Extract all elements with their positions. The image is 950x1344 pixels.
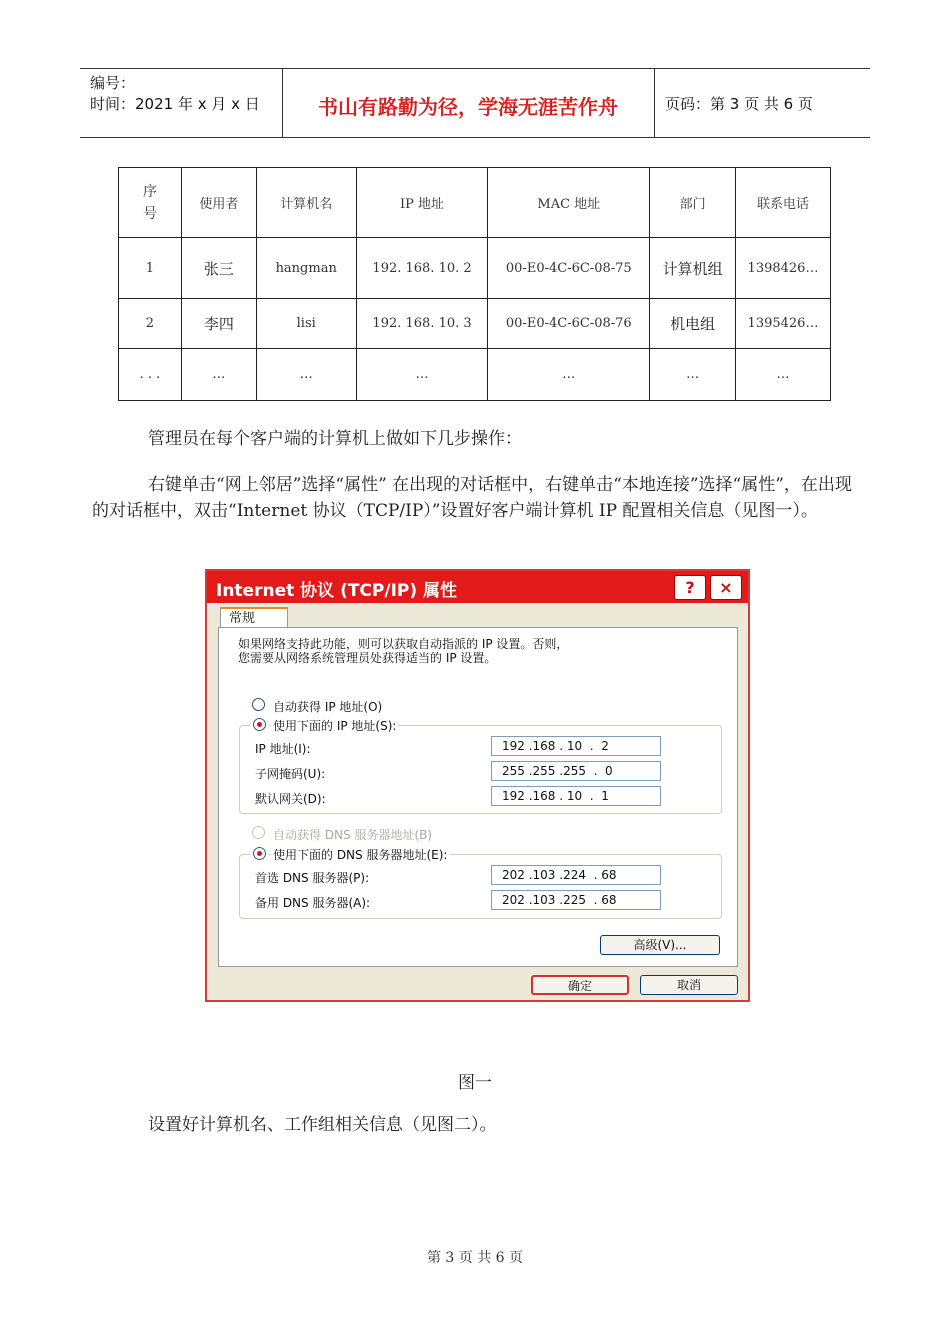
paragraph-computer-name: 设置好计算机名、工作组相关信息（见图二）。 [148, 1115, 497, 1135]
subnet-mask-field[interactable]: 255 .255 .255 . 0 [491, 761, 661, 781]
auto-ip-label: 自动获得 IP 地址(O) [273, 700, 383, 714]
preferred-dns-field[interactable]: 202 .103 .224 . 68 [491, 865, 661, 885]
table-cell: 1395426… [736, 299, 831, 349]
tab-general[interactable]: 常规 [220, 607, 288, 628]
header-cell: MAC 地址 [488, 168, 650, 238]
header-meta-cell [80, 69, 283, 137]
user-table [118, 167, 831, 401]
header-page-cell [655, 69, 870, 137]
table-cell: hangman [256, 238, 356, 299]
page-header [80, 68, 870, 138]
table-cell: … [736, 349, 831, 401]
table-cell: 李四 [181, 299, 256, 349]
paragraph-steps: 右键单击“网上邻居”选择“属性” 在出现的对话框中，右键单击“本地连接”选择“属性”，在出现的对话框中，双击“Internet 协议（TCP/IP）”设置好客户端计算机 IP 配置相关信息（见图一）。 [92, 475, 852, 521]
page-footer: 第 3 页 共 6 页 [426, 1250, 524, 1266]
table-cell: … [650, 349, 736, 401]
table-cell: 计算机组 [650, 238, 736, 299]
table-cell: 张三 [181, 238, 256, 299]
table-cell: … [356, 349, 488, 401]
table-header-row [119, 168, 831, 238]
paragraph-intro: 管理员在每个客户端的计算机上做如下几步操作： [148, 429, 522, 449]
general-panel [218, 627, 738, 967]
auto-ip-radio[interactable] [252, 698, 265, 711]
table-cell: … [181, 349, 256, 401]
header-cell: 联系电话 [736, 168, 831, 238]
table-row [119, 349, 831, 401]
header-cell: IP 地址 [356, 168, 488, 238]
alternate-dns-field[interactable]: 202 .103 .225 . 68 [491, 890, 661, 910]
table-cell: … [488, 349, 650, 401]
use-ip-label: 使用下面的 IP 地址(S): [273, 719, 397, 733]
header-cell: 序 号 [119, 168, 182, 238]
header-cell: 使用者 [181, 168, 256, 238]
cancel-button[interactable]: 取消 [640, 975, 738, 995]
table-cell: 2 [119, 299, 182, 349]
subnet-mask-label: 子网掩码(U): [255, 767, 326, 781]
gateway-label: 默认网关(D): [255, 792, 326, 806]
use-dns-label: 使用下面的 DNS 服务器地址(E): [273, 848, 448, 862]
preferred-dns-label: 首选 DNS 服务器(P): [255, 871, 370, 885]
ip-address-label: IP 地址(I): [255, 742, 311, 756]
gateway-field[interactable]: 192 .168 . 10 . 1 [491, 786, 661, 806]
use-ip-radio[interactable] [253, 718, 266, 731]
table-cell: 192. 168. 10. 3 [356, 299, 488, 349]
table-cell: lisi [256, 299, 356, 349]
use-dns-radio[interactable] [253, 847, 266, 860]
number-label: 编号： [90, 74, 136, 92]
page-info: 页码：第 3 页 共 6 页 [665, 95, 813, 113]
table-cell: . . . [119, 349, 182, 401]
table-row [119, 299, 831, 349]
table-cell: 1398426… [736, 238, 831, 299]
table-cell: 1 [119, 238, 182, 299]
close-icon[interactable]: × [710, 575, 742, 600]
figure-caption: 图一 [458, 1073, 492, 1093]
header-motto-cell [282, 69, 655, 137]
table-cell: 机电组 [650, 299, 736, 349]
alternate-dns-label: 备用 DNS 服务器(A): [255, 896, 371, 910]
ok-button[interactable]: 确定 [531, 975, 629, 995]
advanced-button[interactable]: 高级(V)... [600, 935, 720, 955]
ip-address-field[interactable]: 192 .168 . 10 . 2 [491, 736, 661, 756]
table-cell: 192. 168. 10. 2 [356, 238, 488, 299]
table-cell: … [256, 349, 356, 401]
auto-dns-radio[interactable] [252, 826, 265, 839]
help-icon[interactable]: ? [674, 575, 706, 600]
intro-text: 如果网络支持此功能，则可以获取自动指派的 IP 设置。否则， 您需要从网络系统管理员处获得适当的 IP 设置。 [238, 637, 569, 665]
table-cell: 00-E0-4C-6C-08-76 [488, 299, 650, 349]
motto: 书山有路勤为径，学海无涯苦作舟 [318, 95, 618, 119]
header-cell: 计算机名 [256, 168, 356, 238]
dialog-titlebar [207, 571, 748, 603]
table-cell: 00-E0-4C-6C-08-75 [488, 238, 650, 299]
date-label: 时间：2021 年 x 月 x 日 [90, 95, 260, 113]
tcpip-properties-dialog [205, 569, 750, 1002]
header-cell: 部门 [650, 168, 736, 238]
dialog-title: Internet 协议 (TCP/IP) 属性 [216, 581, 458, 601]
table-row [119, 238, 831, 299]
auto-dns-label: 自动获得 DNS 服务器地址(B) [273, 828, 433, 842]
